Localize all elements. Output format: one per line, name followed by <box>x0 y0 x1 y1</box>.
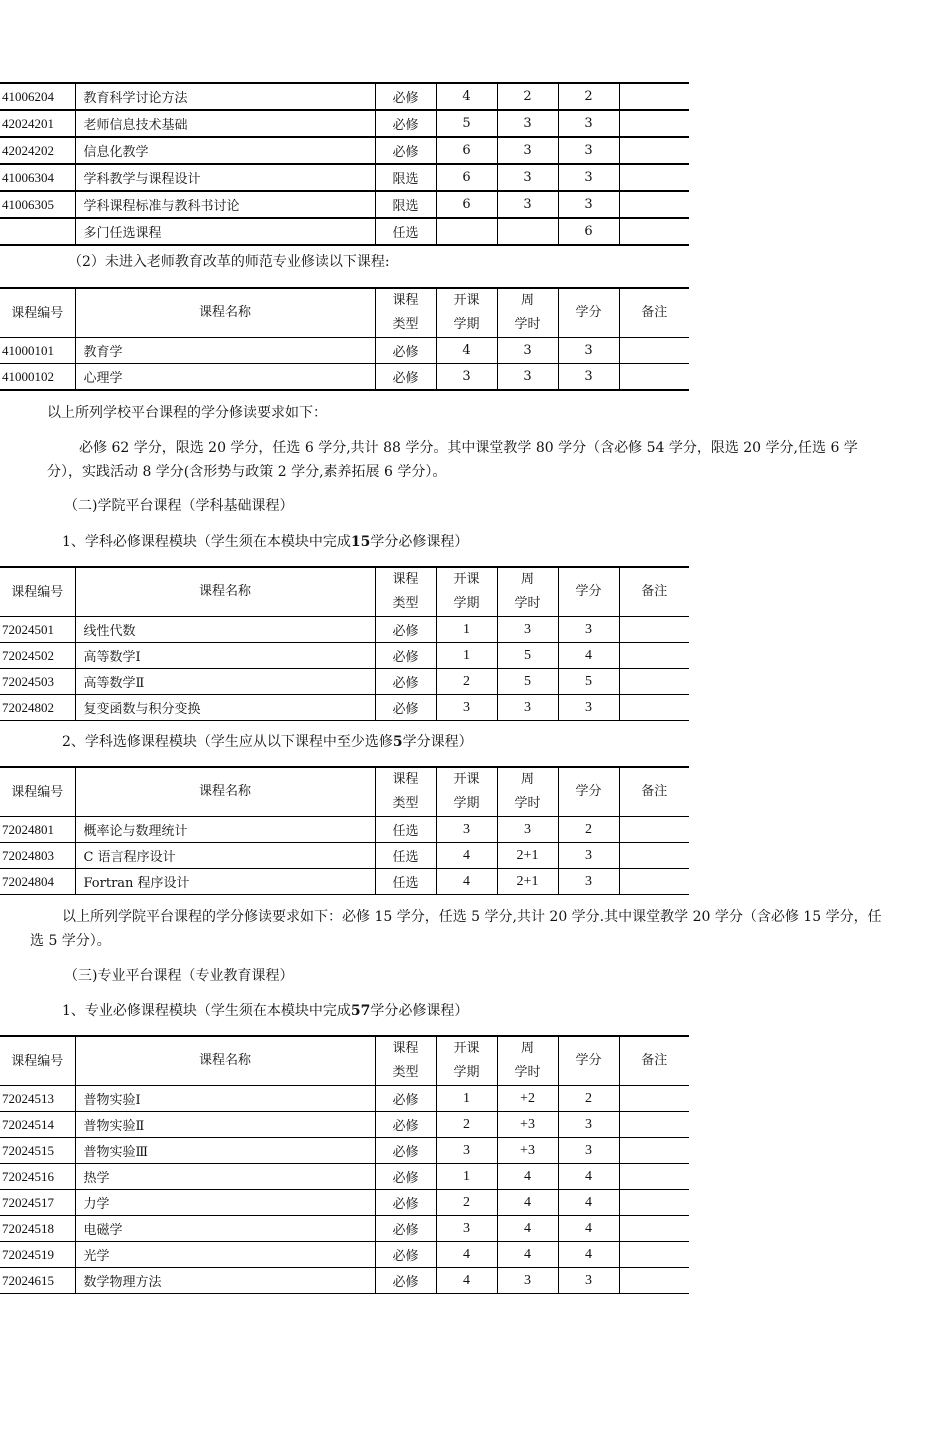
course-term: 3 <box>436 1216 497 1242</box>
course-remark <box>619 817 689 843</box>
course-name: 光学 <box>75 1242 375 1268</box>
header-text: 学时 <box>514 1065 541 1080</box>
course-credit: 3 <box>558 137 619 164</box>
header-text: 周 <box>520 293 534 308</box>
course-term: 4 <box>436 83 497 110</box>
course-remark <box>619 1268 689 1294</box>
course-hours <box>497 218 558 245</box>
course-credit: 3 <box>558 617 619 643</box>
header-text: 开课 <box>453 572 480 587</box>
header-hours <box>497 288 558 338</box>
course-type: 必修 <box>375 1268 436 1294</box>
header-code <box>0 288 75 338</box>
header-remark <box>619 288 689 338</box>
header-text: 学期 <box>453 796 480 811</box>
course-remark <box>619 695 689 721</box>
header-text: 课程编号 <box>11 1053 64 1068</box>
course-remark <box>619 643 689 669</box>
table-row <box>0 643 689 669</box>
table-row <box>0 164 689 191</box>
header-text: 备注 <box>641 784 668 799</box>
header-name <box>75 288 375 338</box>
header-text: 课程编号 <box>11 784 64 799</box>
school-platform-requirement-heading: 以上所列学校平台课程的学分修读要求如下： <box>47 405 327 421</box>
table-row <box>0 1112 689 1138</box>
credit-number: 15 <box>350 534 371 550</box>
course-remark <box>619 1138 689 1164</box>
course-code: 72024515 <box>0 1138 75 1164</box>
course-name: 多门任选课程 <box>75 218 375 245</box>
header-text: 课程编号 <box>11 584 64 599</box>
course-type: 必修 <box>375 643 436 669</box>
table-row <box>0 695 689 721</box>
course-hours: 3 <box>497 1268 558 1294</box>
course-type: 必修 <box>375 617 436 643</box>
header-credit <box>558 1036 619 1086</box>
course-type: 必修 <box>375 669 436 695</box>
course-credit: 6 <box>558 218 619 245</box>
course-hours: 3 <box>497 137 558 164</box>
header-name <box>75 567 375 617</box>
course-term: 2 <box>436 1112 497 1138</box>
course-code: 72024503 <box>0 669 75 695</box>
header-text: 学分 <box>575 584 602 599</box>
course-term: 1 <box>436 1086 497 1112</box>
table-row <box>0 338 689 364</box>
course-hours: 4 <box>497 1216 558 1242</box>
college-platform-heading: （二)学院平台课程（学科基础课程） <box>64 498 294 514</box>
course-term <box>436 218 497 245</box>
course-remark <box>619 218 689 245</box>
course-hours: 3 <box>497 817 558 843</box>
course-remark <box>619 1164 689 1190</box>
header-text: 周 <box>520 572 534 587</box>
course-hours: 3 <box>497 695 558 721</box>
course-type: 必修 <box>375 1138 436 1164</box>
course-table-3 <box>0 566 689 721</box>
header-name <box>75 767 375 817</box>
course-credit: 3 <box>558 338 619 364</box>
header-name <box>75 1036 375 1086</box>
header-term <box>436 567 497 617</box>
header-text: 周 <box>520 772 534 787</box>
table-row <box>0 1216 689 1242</box>
course-remark <box>619 364 689 391</box>
header-type <box>375 1036 436 1086</box>
course-remark <box>619 164 689 191</box>
course-remark <box>619 1242 689 1268</box>
header-text: 课程 <box>392 772 419 787</box>
course-code: 41000102 <box>0 364 75 391</box>
table-row <box>0 1190 689 1216</box>
course-table-4 <box>0 766 689 895</box>
major-required-module-heading <box>62 999 468 1023</box>
heading-text: 学分课程） <box>402 734 473 750</box>
table-row <box>0 869 689 895</box>
course-credit: 4 <box>558 1216 619 1242</box>
course-hours: 5 <box>497 669 558 695</box>
course-remark <box>619 1086 689 1112</box>
course-term: 3 <box>436 364 497 391</box>
header-text: 学分 <box>575 1053 602 1068</box>
header-remark <box>619 1036 689 1086</box>
table-row <box>0 1138 689 1164</box>
course-term: 5 <box>436 110 497 137</box>
course-type: 任选 <box>375 869 436 895</box>
course-type: 必修 <box>375 695 436 721</box>
credit-number: 57 <box>350 1003 371 1019</box>
course-code: 72024802 <box>0 695 75 721</box>
course-type: 必修 <box>375 1242 436 1268</box>
header-text: 课程编号 <box>11 305 64 320</box>
header-hours <box>497 767 558 817</box>
header-text: 周 <box>520 1041 534 1056</box>
header-hours <box>497 567 558 617</box>
course-credit: 3 <box>558 1268 619 1294</box>
course-term: 6 <box>436 137 497 164</box>
header-text: 开课 <box>453 772 480 787</box>
school-platform-requirement-text: 必修 62 学分，限选 20 学分，任选 6 学分,共计 88 学分。其中课堂教学 80 学分（含必修 54 学分，限选 20 学分,任选 6 学分），实践活动 8 学分(含形势与政策 2 学分,素养拓展 6 学分）。 <box>47 440 858 480</box>
course-remark <box>619 338 689 364</box>
table-row <box>0 83 689 110</box>
header-code <box>0 767 75 817</box>
heading-text: 1、学科必修课程模块（学生须在本模块中完成 <box>62 534 351 550</box>
header-text: 课程 <box>392 293 419 308</box>
heading-text: 学分必修课程） <box>370 1003 469 1019</box>
course-table-1 <box>0 82 689 246</box>
header-term <box>436 1036 497 1086</box>
major-platform-heading: （三)专业平台课程（专业教育课程） <box>64 968 294 984</box>
course-term: 1 <box>436 1164 497 1190</box>
course-credit: 3 <box>558 869 619 895</box>
course-name: 线性代数 <box>75 617 375 643</box>
table-row <box>0 617 689 643</box>
header-credit <box>558 567 619 617</box>
table-header-row <box>0 767 689 817</box>
course-hours: 4 <box>497 1190 558 1216</box>
course-name: 数学物理方法 <box>75 1268 375 1294</box>
course-code: 72024514 <box>0 1112 75 1138</box>
table-row <box>0 1086 689 1112</box>
course-term: 2 <box>436 1190 497 1216</box>
course-hours: 4 <box>497 1164 558 1190</box>
course-code: 72024615 <box>0 1268 75 1294</box>
header-text: 学时 <box>514 596 541 611</box>
course-remark <box>619 191 689 218</box>
course-remark <box>619 1112 689 1138</box>
course-name: 教育科学讨论方法 <box>75 83 375 110</box>
table-row <box>0 110 689 137</box>
header-text: 备注 <box>641 305 668 320</box>
course-credit: 5 <box>558 669 619 695</box>
credit-number: 5 <box>392 734 403 750</box>
course-code: 41006204 <box>0 83 75 110</box>
course-credit: 4 <box>558 1164 619 1190</box>
header-hours <box>497 1036 558 1086</box>
course-remark <box>619 843 689 869</box>
course-name: 普物实验Ⅱ <box>75 1112 375 1138</box>
header-text: 类型 <box>392 796 419 811</box>
heading-text: 1、专业必修课程模块（学生须在本模块中完成 <box>62 1003 351 1019</box>
header-text: 课程名称 <box>198 584 251 599</box>
course-credit: 3 <box>558 1112 619 1138</box>
course-credit: 3 <box>558 191 619 218</box>
course-name: 热学 <box>75 1164 375 1190</box>
course-type: 必修 <box>375 1112 436 1138</box>
header-code <box>0 567 75 617</box>
course-hours: 4 <box>497 1242 558 1268</box>
course-term: 6 <box>436 164 497 191</box>
course-code: 72024516 <box>0 1164 75 1190</box>
header-type <box>375 567 436 617</box>
course-term: 1 <box>436 617 497 643</box>
course-name: 复变函数与积分变换 <box>75 695 375 721</box>
course-hours: 2 <box>497 83 558 110</box>
course-name: 学科教学与课程设计 <box>75 164 375 191</box>
course-hours: 5 <box>497 643 558 669</box>
course-name: 普物实验Ⅰ <box>75 1086 375 1112</box>
course-name: 普物实验Ⅲ <box>75 1138 375 1164</box>
header-text: 学分 <box>575 784 602 799</box>
course-code: 41006305 <box>0 191 75 218</box>
course-credit: 3 <box>558 843 619 869</box>
header-code <box>0 1036 75 1086</box>
header-text: 备注 <box>641 1053 668 1068</box>
table-row <box>0 218 689 245</box>
course-term: 4 <box>436 843 497 869</box>
course-code: 72024513 <box>0 1086 75 1112</box>
course-name: 力学 <box>75 1190 375 1216</box>
header-remark <box>619 767 689 817</box>
table-header-row <box>0 1036 689 1086</box>
course-name: 概率论与数理统计 <box>75 817 375 843</box>
course-term: 4 <box>436 869 497 895</box>
course-code: 72024501 <box>0 617 75 643</box>
table-row <box>0 1268 689 1294</box>
header-remark <box>619 567 689 617</box>
course-remark <box>619 83 689 110</box>
header-text: 学期 <box>453 596 480 611</box>
course-type: 任选 <box>375 843 436 869</box>
course-credit: 4 <box>558 1242 619 1268</box>
course-credit: 2 <box>558 817 619 843</box>
course-code: 72024519 <box>0 1242 75 1268</box>
table-header-row <box>0 288 689 338</box>
course-remark <box>619 617 689 643</box>
college-platform-requirement-text: 以上所列学院平台课程的学分修读要求如下：必修 15 学分，任选 5 学分,共计 20 学分.其中课堂教学 20 学分（含必修 15 学分，任选 5 学分）。 <box>30 909 882 949</box>
course-term: 3 <box>436 817 497 843</box>
course-hours: 3 <box>497 338 558 364</box>
course-hours: 3 <box>497 110 558 137</box>
section-note-2: （2）未进入老师教育改革的师范专业修读以下课程: <box>68 254 390 270</box>
header-text: 学分 <box>575 305 602 320</box>
header-text: 学时 <box>514 317 541 332</box>
course-type: 任选 <box>375 218 436 245</box>
course-term: 1 <box>436 643 497 669</box>
course-name: 电磁学 <box>75 1216 375 1242</box>
course-hours: 3 <box>497 364 558 391</box>
course-type: 必修 <box>375 83 436 110</box>
course-name: 学科课程标准与教科书讨论 <box>75 191 375 218</box>
course-type: 必修 <box>375 137 436 164</box>
course-credit: 3 <box>558 110 619 137</box>
course-name: Fortran 程序设计 <box>75 869 375 895</box>
header-text: 课程 <box>392 1041 419 1056</box>
header-credit <box>558 288 619 338</box>
course-type: 必修 <box>375 1164 436 1190</box>
course-remark <box>619 137 689 164</box>
course-code: 72024803 <box>0 843 75 869</box>
course-code <box>0 218 75 245</box>
header-type <box>375 288 436 338</box>
table-row <box>0 1164 689 1190</box>
course-type: 必修 <box>375 1190 436 1216</box>
course-code: 42024202 <box>0 137 75 164</box>
course-code: 41006304 <box>0 164 75 191</box>
header-text: 学期 <box>453 317 480 332</box>
course-type: 必修 <box>375 364 436 391</box>
course-type: 限选 <box>375 164 436 191</box>
subject-required-module-heading <box>62 530 468 554</box>
course-term: 4 <box>436 1268 497 1294</box>
header-text: 学期 <box>453 1065 480 1080</box>
header-text: 类型 <box>392 317 419 332</box>
course-code: 72024502 <box>0 643 75 669</box>
course-credit: 2 <box>558 1086 619 1112</box>
header-term <box>436 288 497 338</box>
course-table-2 <box>0 287 689 391</box>
course-type: 必修 <box>375 1216 436 1242</box>
table-row <box>0 364 689 391</box>
course-credit: 3 <box>558 1138 619 1164</box>
course-credit: 4 <box>558 1190 619 1216</box>
course-term: 2 <box>436 669 497 695</box>
course-credit: 3 <box>558 695 619 721</box>
header-term <box>436 767 497 817</box>
course-hours: +3 <box>497 1112 558 1138</box>
course-term: 3 <box>436 695 497 721</box>
header-type <box>375 767 436 817</box>
course-type: 必修 <box>375 110 436 137</box>
course-credit: 2 <box>558 83 619 110</box>
table-header-row <box>0 567 689 617</box>
subject-elective-module-heading <box>62 730 473 754</box>
course-code: 72024517 <box>0 1190 75 1216</box>
table-row <box>0 137 689 164</box>
header-text: 备注 <box>641 584 668 599</box>
heading-text: 学分必修课程） <box>370 534 469 550</box>
course-term: 6 <box>436 191 497 218</box>
course-hours: 3 <box>497 617 558 643</box>
course-hours: +2 <box>497 1086 558 1112</box>
table-row <box>0 843 689 869</box>
course-remark <box>619 1216 689 1242</box>
course-name: 教育学 <box>75 338 375 364</box>
table-row <box>0 191 689 218</box>
header-text: 类型 <box>392 1065 419 1080</box>
course-code: 72024801 <box>0 817 75 843</box>
table-row <box>0 817 689 843</box>
course-term: 3 <box>436 1138 497 1164</box>
course-hours: 2+1 <box>497 843 558 869</box>
course-remark <box>619 1190 689 1216</box>
course-code: 42024201 <box>0 110 75 137</box>
course-code: 72024518 <box>0 1216 75 1242</box>
header-text: 类型 <box>392 596 419 611</box>
course-remark <box>619 110 689 137</box>
course-type: 限选 <box>375 191 436 218</box>
header-text: 开课 <box>453 1041 480 1056</box>
header-credit <box>558 767 619 817</box>
course-table-5 <box>0 1035 689 1294</box>
course-credit: 3 <box>558 364 619 391</box>
course-hours: 3 <box>497 164 558 191</box>
course-name: 高等数学Ⅱ <box>75 669 375 695</box>
table-row <box>0 669 689 695</box>
course-name: 信息化教学 <box>75 137 375 164</box>
course-remark <box>619 669 689 695</box>
course-remark <box>619 869 689 895</box>
course-code: 72024804 <box>0 869 75 895</box>
course-name: C 语言程序设计 <box>75 843 375 869</box>
header-text: 课程名称 <box>198 1053 251 1068</box>
header-text: 开课 <box>453 293 480 308</box>
course-hours: 2+1 <box>497 869 558 895</box>
header-text: 课程名称 <box>198 784 251 799</box>
course-term: 4 <box>436 1242 497 1268</box>
header-text: 课程名称 <box>198 305 251 320</box>
course-name: 老师信息技术基础 <box>75 110 375 137</box>
course-credit: 3 <box>558 164 619 191</box>
course-type: 任选 <box>375 817 436 843</box>
course-term: 4 <box>436 338 497 364</box>
heading-text: 2、学科选修课程模块（学生应从以下课程中至少选修 <box>62 734 393 750</box>
header-text: 学时 <box>514 796 541 811</box>
course-hours: +3 <box>497 1138 558 1164</box>
course-name: 高等数学Ⅰ <box>75 643 375 669</box>
course-name: 心理学 <box>75 364 375 391</box>
table-row <box>0 1242 689 1268</box>
course-type: 必修 <box>375 1086 436 1112</box>
course-credit: 4 <box>558 643 619 669</box>
course-code: 41000101 <box>0 338 75 364</box>
header-text: 课程 <box>392 572 419 587</box>
course-hours: 3 <box>497 191 558 218</box>
course-type: 必修 <box>375 338 436 364</box>
